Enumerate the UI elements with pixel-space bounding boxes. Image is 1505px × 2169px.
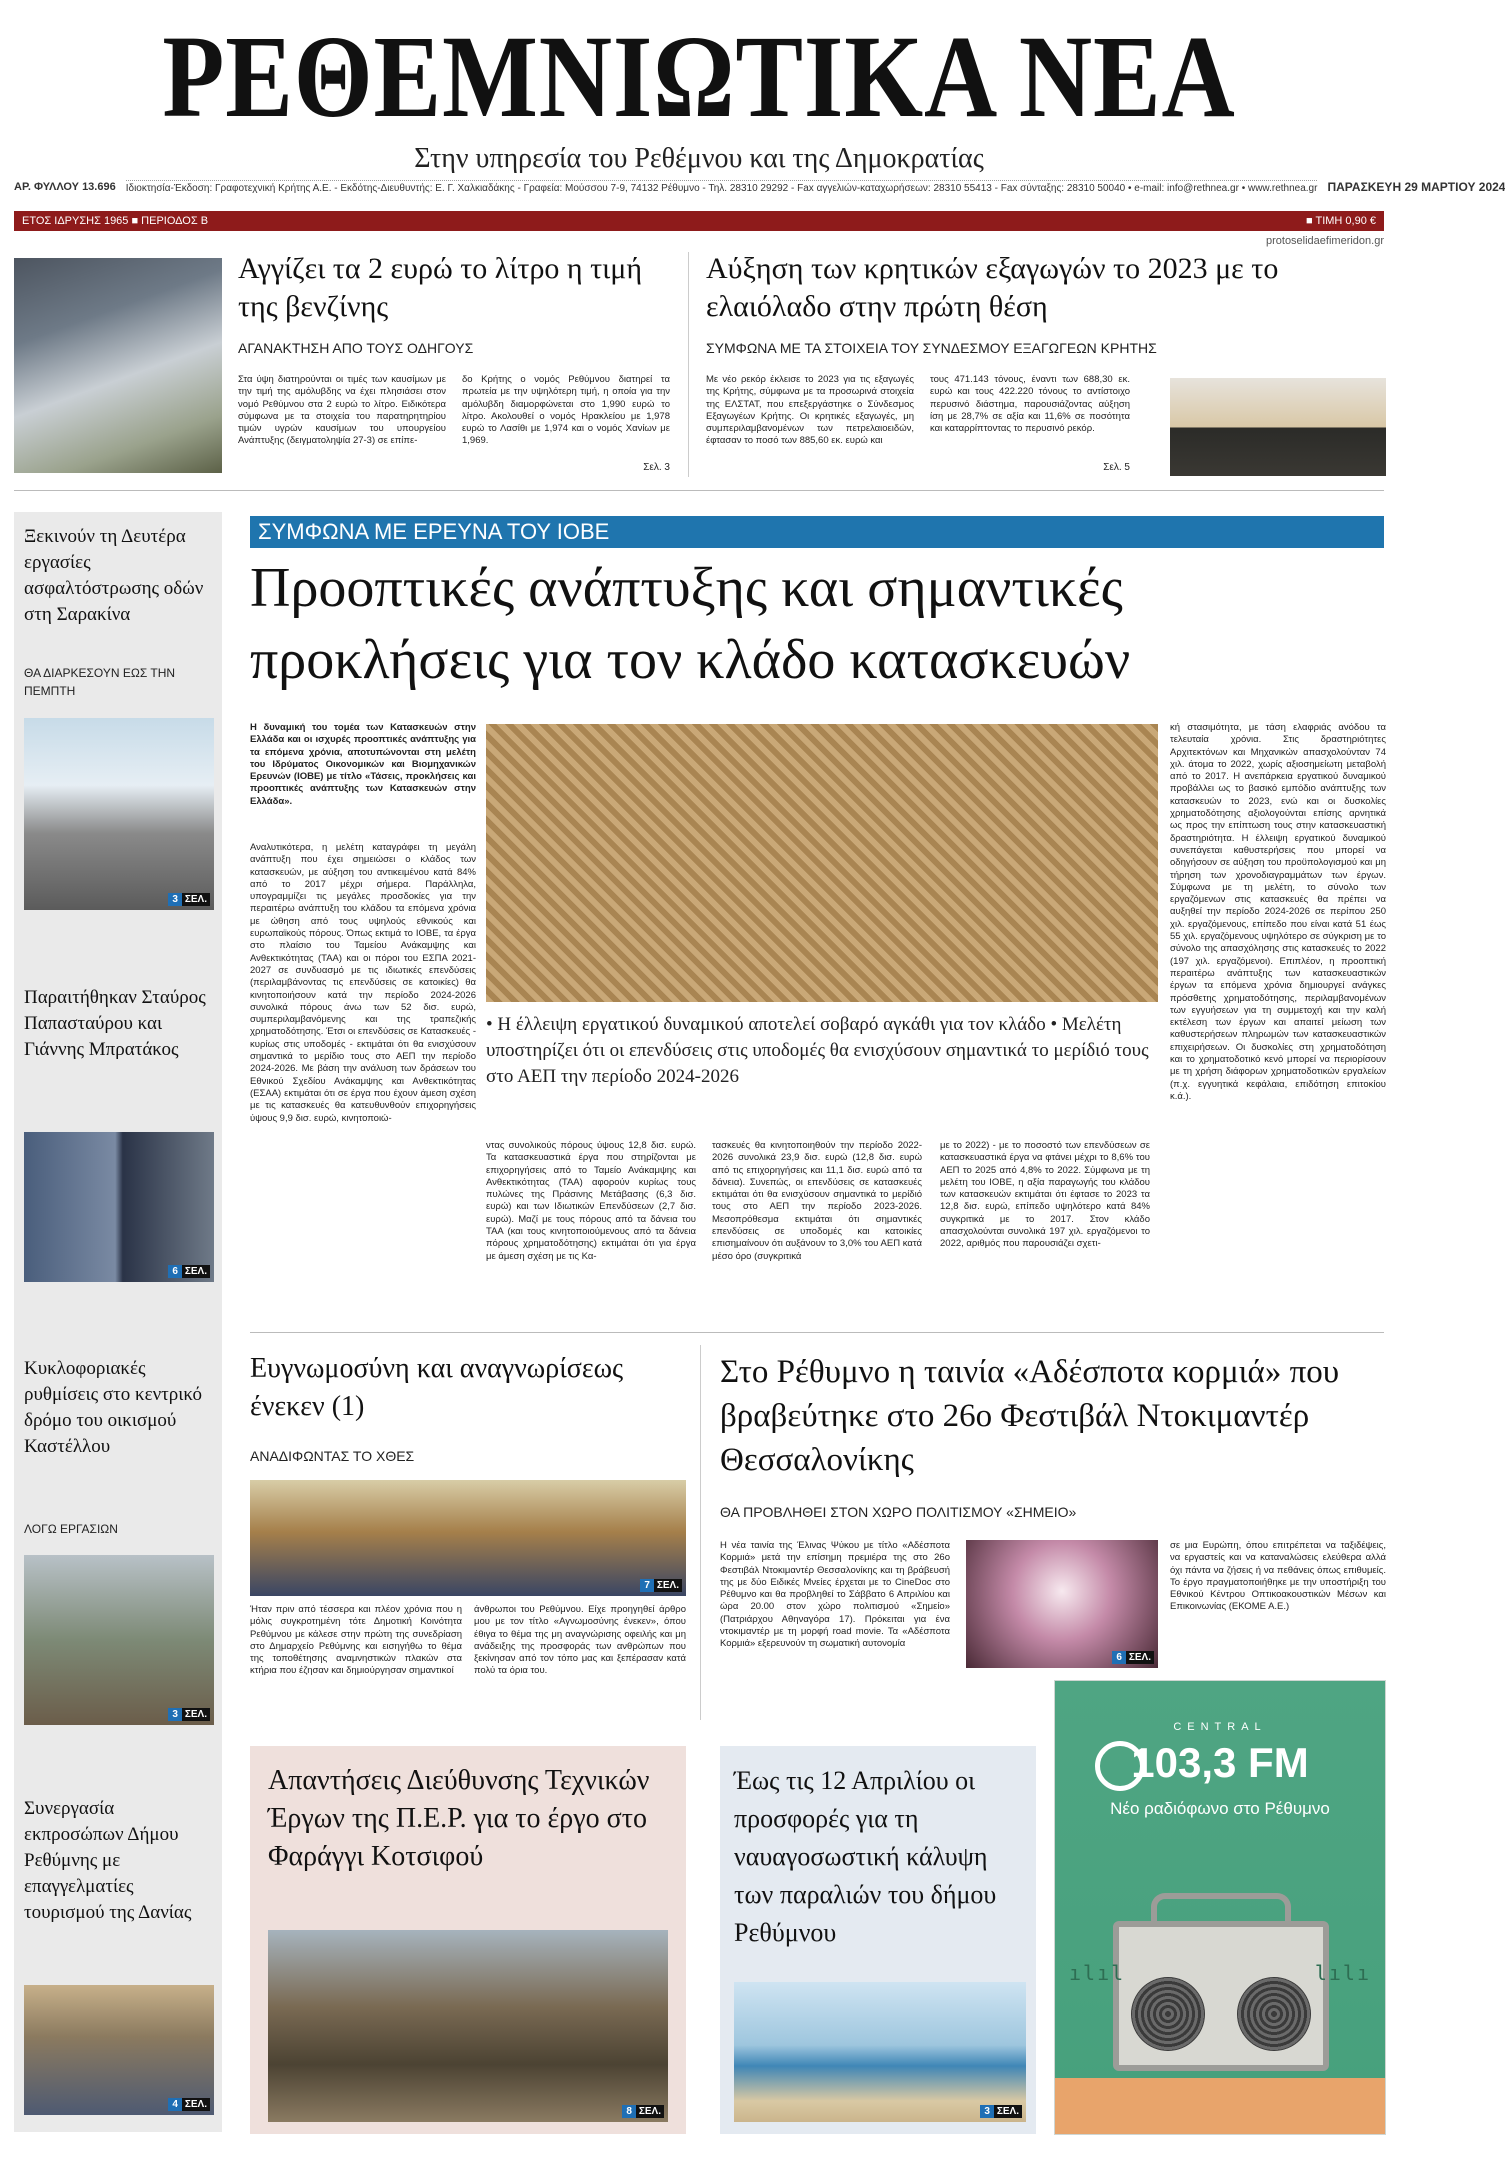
divider — [688, 252, 689, 477]
sound-wave-icon: ılıl — [1069, 1961, 1126, 1985]
photo-council — [250, 1480, 686, 1596]
page-badge[interactable]: 3 ΣΕΛ. — [168, 1708, 210, 1721]
imprint-row — [14, 177, 1505, 197]
body-film-col2: σε μια Ευρώπη, όπου επιτρέπεται να ταξιδέψεις, να εργαστείς και να καταναλώσεις ελεύθερα αλλά όχι πάντα να ζήσεις ή να πεθάνεις όπως επιθυμείς. Το έργο πραγματοποιήθηκε με την υποστήριξη του Εθνικού Κέντρου Οπτικοακουστικών Μέσων και Επικοινωνίας (ΕΚΟΜΕ Α.Ε.) — [1170, 1540, 1386, 1613]
imprint-text: Ιδιοκτησία-Έκδοση: Γραφοτεχνική Κρήτης Α.Ε. - Εκδότης-Διευθυντής: Ε. Γ. Χαλκιαδάκης - Γραφεία: Μούσσου 7-9, 74132 Ρέθυμνο - Τηλ. 28310 29292 - Fax αγγελιών-καταχωρήσεων: 28310 55413 - Fax σύνταξης: 28310 50040 • e-mail: info@rethnea.gr • www.rethnea.gr — [126, 180, 1318, 194]
issue-number: ΑΡ. ΦΥΛΛΟΥ 13.696 — [14, 181, 116, 193]
page-badge[interactable]: 8 ΣΕΛ. — [622, 2105, 664, 2118]
headline-film[interactable]: Στο Ρέθυμνο η ταινία «Αδέσποτα κορμιά» που βραβεύτηκε στο 26ο Φεστιβάλ Ντοκιμαντέρ Θεσσαλονίκης — [720, 1354, 1340, 1478]
sidebar-photo-meeting — [24, 1985, 214, 2115]
founded-label: ΕΤΟΣ ΙΔΡΥΣΗΣ 1965 ■ ΠΕΡΙΟΔΟΣ Β — [22, 215, 209, 227]
masthead-subtitle: Στην υπηρεσία του Ρεθέμνου και της Δημοκρατίας — [414, 143, 984, 174]
story-photo-fuel — [14, 258, 222, 473]
founding-bar — [14, 211, 1384, 231]
photo-beach — [734, 1982, 1026, 2122]
sidebar-headline-saraki[interactable]: Ξεκινούν τη Δευτέρα εργασίες ασφαλτόστρωσης οδών στη Σαρακίνα — [24, 526, 204, 625]
divider — [14, 490, 1384, 491]
page-badge[interactable]: 3 ΣΕΛ. — [980, 2105, 1022, 2118]
lead-body-col4: με το 2022) - με το ποσοστό των επενδύσεων σε κατασκευαστικά έργα να φτάνει μέχρι το 8,6% του ΑΕΠ το 2025 από 4,8% το 2022. Σύμφωνα με τη μελέτη του ΙΟΒΕ, η αξία παραγωγής του κλάδου των κατασκευών εκτιμάται ότι έφτασε το 2023 τα 12,8 δισ. ευρώ, επίπεδο υψηλότερο κατά 84% συγκριτικά με το 2017. Στον κλάδο απασχολούνται συνολικά 197 χιλ. εργαζόμενοι το 2022, αριθμός που παρουσιάζει σχετι- — [940, 1140, 1150, 1250]
sidebar-headline-denmark[interactable]: Συνεργασία εκπροσώπων Δήμου Ρεθύμνης με επαγγελματίες τουρισμού της Δανίας — [24, 1798, 192, 1923]
page-badge[interactable]: 7 ΣΕΛ. — [640, 1579, 682, 1592]
photo-film — [966, 1540, 1158, 1668]
kicker-gratitude: ΑΝΑΔΙΦΩΝΤΑΣ ΤΟ ΧΘΕΣ — [250, 1448, 415, 1464]
radio-brand: CENTRAL — [1173, 1721, 1267, 1733]
lead-banner: ΣΥΜΦΩΝΑ ΜΕ ΕΡΕΥΝΑ ΤΟΥ ΙΟΒΕ — [250, 516, 1384, 548]
body-exports-col1: Με νέο ρεκόρ έκλεισε το 2023 για τις εξαγωγές της Κρήτης, σύμφωνα με τα προσωρινά στοιχεία της ΕΛΣΤΑΤ, που επεξεργάστηκε ο Σύνδεσμος Εξαγωγέων Κρήτης. Οι κρητικές εξαγωγές, μη συμπεριλαμβανομένων των πετρελαιοειδών, έφτασαν το ποσό των 885,60 εκ. ευρώ και — [706, 374, 914, 447]
body-exports-col2: τους 471.143 τόνους, έναντι των 688,30 εκ. ευρώ και τους 422.220 τόνους το αντίστοιχο περυσινό διάστημα, παρουσιάζοντας αύξηση ίση με 28,7% σε αξία και 11,6% σε ποσότητα και καταρρίπτοντας το περυσινό ρεκόρ. — [930, 374, 1130, 435]
divider — [700, 1345, 701, 1720]
sidebar-kicker-kastellos: ΛΟΓΩ ΕΡΓΑΣΙΩΝ — [24, 1522, 118, 1536]
body-film-col1: Η νέα ταινία της Έλινας Ψύκου με τίτλο «Αδέσποτα Κορμιά» μετά την επίσημη πρεμιέρα της στο 26ο Φεστιβάλ Ντοκιμαντέρ Θεσσαλονίκης και τη βράβευσή της με δύο Ειδικές Μνείες έρχεται με το CineDoc στο Ρέθυμνο και θα προβληθεί το Σάββατο 6 Απριλίου και ώρα 20.00 στον χώρο πολιτισμού «Σημείο» (Πατριάρχου Αθηναγόρα 17). Πρόκειται για ένα ντοκιμαντέρ με τη μορφή road movie. Τα «Αδέσποτα Κορμιά» εξερευνούν τη σωματική αυτονομία — [720, 1540, 950, 1650]
page-badge[interactable]: 4 ΣΕΛ. — [168, 2098, 210, 2111]
speaker-icon — [1131, 1977, 1205, 2051]
issue-date: ΠΑΡΑΣΚΕΥΗ 29 ΜΑΡΤΙΟΥ 2024 — [1327, 180, 1505, 194]
kicker-exports: ΣΥΜΦΩΝΑ ΜΕ ΤΑ ΣΤΟΙΧΕΙΑ ΤΟΥ ΣΥΝΔΕΣΜΟΥ ΕΞΑΓΩΓΕΩΝ ΚΡΗΤΗΣ — [706, 340, 1157, 356]
radio-slogan: Νέο ραδιόφωνο στο Ρέθυμνο — [1110, 1799, 1330, 1818]
page-badge[interactable]: 6 ΣΕΛ. — [168, 1265, 210, 1278]
story-photo-olive-oil — [1170, 378, 1386, 476]
sidebar-photo-politicians — [24, 1132, 214, 1282]
headline-fuel[interactable]: Αγγίζει τα 2 ευρώ το λίτρο η τιμή της βενζίνης — [238, 252, 643, 323]
headline-gorge[interactable]: Απαντήσεις Διεύθυνσης Τεχνικών Έργων της Π.Ε.Ρ. για το έργο στο Φαράγγι Κοτσιφού — [268, 1765, 650, 1872]
page-ref-fuel[interactable]: Σελ. 3 — [643, 462, 670, 473]
radio-advertisement[interactable] — [1054, 1680, 1386, 2135]
speaker-icon — [1237, 1977, 1311, 2051]
source-url[interactable]: protoselidaefimeridon.gr — [1265, 235, 1384, 247]
body-gratitude-col1: Ήταν πριν από τέσσερα και πλέον χρόνια που η μόλις συγκροτημένη τότε Δημοτική Κοινότητα Ρεθύμνου με κάλεσε στην πρώτη της συνεδρίαση στο Δημαρχείο Ρεθύμνης και εισηγήθω το θέμα της τοποθέτησης αναμνηστικών πλακών στα κτήρια που έζησαν και δημιούργησαν σημαντικοί — [250, 1604, 462, 1677]
lead-body-col3: τασκευές θα κινητοποιηθούν την περίοδο 2022-2026 συνολικά 23,9 δισ. ευρώ (12,8 δισ. ευρώ από τις επιχορηγήσεις και 11,1 δισ. ευρώ από τα δάνεια). Συνεπώς, οι επενδύσεις σε κατασκευές εκτιμάται ότι θα ενισχύσουν σημαντικά το μερίδιό τους στο ΑΕΠ την περίοδο 2023-2026. Μεσοπρόθεσμα εκτιμάται ότι σημαντικές επενδύσεις σε υποδομές και κατοικίες επισημαίνουν ότι αυξάνουν το 3,0% του ΑΕΠ κατά μέσο όρο (συγκριτικά — [712, 1140, 922, 1262]
sidebar-headline-kastellos[interactable]: Κυκλοφοριακές ρυθμίσεις στο κεντρικό δρόμο του οικισμού Καστέλλου — [24, 1358, 203, 1457]
headline-beach[interactable]: Έως τις 12 Απριλίου οι προσφορές για τη ναυαγοσωστική κάλυψη των παραλιών του δήμου Ρεθύμνου — [734, 1766, 997, 1947]
lead-headline[interactable]: Προοπτικές ανάπτυξης και σημαντικές προκλήσεις για τον κλάδο κατασκευών — [250, 557, 1131, 691]
lead-body-col5: κή στασιμότητα, με τάση ελαφριάς ανόδου τα τελευταία χρόνια. Στις δραστηριότητες Αρχιτεκτόνων και Μηχανικών απασχολούνταν 74 χιλ. άτομα το 2022, χωρίς αξιοσημείωτη μεταβολή από το 2017. Η ανεπάρκεια εργατικού δυναμικού προβάλλει ως το βασικό εμπόδιο ανάπτυξης των κατασκευών το 2023, ενώ και οι δυσκολίες χρηματοδότησης αξιολογούνται επίσης αρνητικά ως προς την επίπτωση τους στην κατασκευαστική δραστηριότητα. Η έλλειψη εργατικού δυναμικού συνεπάγεται καθυστερήσεις που μπορεί να οδηγήσουν σε αύξηση του προϋπολογισμού και μη τήρηση των χρονοδιαγραμμάτων των έργων. Σύμφωνα με τη μελέτη, το σύνολο των εργαζόμενων στις κατασκευές θα πρέπει να αυξηθεί την περίοδο 2024-2026 σε περίπου 250 χιλ. εργαζόμενους, επίπεδο που είναι κατά 51 έως 55 χιλ. εργαζόμενους υψηλότερο σε σύγκριση με το σύνολο της απασχόλησης στις κατασκευές το 2022 (197 χιλ. εργαζόμενοι). Επιπλέον, η προοπτική περαιτέρω ανάπτυξης των κατασκευαστικών έργων τα επόμενα χρόνια δημιουργεί ανάγκες πρόσθετης χρηματοδότησης, περιλαμβανομένων των εγγυήσεων για τη συμμετοχή και την καλή εκτέλεση των έργων και απαιτεί μείωση των καθυστερήσεων πληρωμών των κατασκευαστικών επιχειρήσεων. Οι δυσκολίες στη χρηματοδότηση και το χρηματοδοτικό κενό μπορεί να περιορίσουν με τη χρήση διάφορων χρηματοδοτικών εργαλείων (π.χ. εγγυητικά κεφάλαια, επιδότηση επιτοκίου κ.ά.). — [1170, 722, 1386, 1102]
body-fuel-col2: δο Κρήτης ο νομός Ρεθύμνου διατηρεί τα πρωτεία με την υψηλότερη τιμή, η οποία για την αμόλυβδη διαμορφώνεται στο 1,990 ευρώ το λίτρο. Ακολουθεί ο νομός Ηρακλείου με 1,978 ευρώ το Λασίθι με 1,974 και ο νομός Χανίων με 1,969. — [462, 374, 670, 447]
lead-photo-construction — [486, 724, 1158, 1002]
sound-wave-icon: lılı — [1314, 1961, 1371, 1985]
photo-gorge — [268, 1930, 668, 2122]
lead-body-col1: Αναλυτικότερα, η μελέτη καταγράφει τη μεγάλη ανάπτυξη που έχει σημειώσει ο κλάδος των κατασκευών, με αύξηση του αντικειμένου κατά 84% από το 2017 μέχρι σήμερα. Παράλληλα, υπογραμμίζει τις μεγάλες προσδοκίες για την περαιτέρω ανάπτυξη του κλάδου τα επόμενα χρόνια με ώθηση από τους υψηλούς εθνικούς και ευρωπαϊκούς πόρους. Όπως εκτιμά το ΙΟΒΕ, τα έργα στο πλαίσιο του Ταμείου Ανάκαμψης και Ανθεκτικότητας (ΤΑΑ) και οι πόροι του ΕΣΠΑ 2021-2027 σε συνδυασμό με τις ιδιωτικές επενδύσεις (περιλαμβάνοντας τις επενδύσεις σε κατοικίες) θα κινητοποιήσουν κατά την περίοδο 2024-2026 συνολικά πόρους άνω των 52 δισ. ευρώ, συμπεριλαμβανόμενης και της τραπεζικής χρηματοδότησης. Έτσι οι επενδύσεις σε Κατασκευές - κυρίως στις υποδομές - εκτιμάται ότι θα ενισχύσουν σημαντικά το μερίδιο τους στο ΑΕΠ την περίοδο 2024-2026. Με βάση την ανάλυση των δράσεων του Εθνικού Σχεδίου Ανάκαμψης και Ανθεκτικότητας (ΕΣΑΑ) εκτιμάται ότι σε έργα που έχουν άμεση σχέση με τις κατασκευές θα κατευθυνθούν επιχορηγήσεις ύψους 9,9 δισ. ευρώ, κινητοποιώ- — [250, 842, 476, 1124]
ad-floor — [1055, 2078, 1385, 2134]
headline-exports[interactable]: Αύξηση των κρητικών εξαγωγών το 2023 με το ελαιόλαδο στην πρώτη θέση — [706, 252, 1279, 323]
sidebar-photo-village — [24, 1555, 214, 1725]
sidebar-photo-road — [24, 718, 214, 910]
page-ref-exports[interactable]: Σελ. 5 — [1103, 462, 1130, 473]
body-gratitude-col2: άνθρωποι του Ρεθύμνου. Είχε προηγηθεί άρθρο μου με τον τίτλο «Αγνωμοσύνης ένεκεν», όπου έθιγα το θέμα της μη αναγνώρισης οφειλής και μη ανάδειξης της προσφοράς των ανθρώπων που ξεκίνησαν από τον τόπο μας και ξεπέρασαν κατά πολύ τα όρια του. — [474, 1604, 686, 1677]
body-fuel-col1: Στα ύψη διατηρούνται οι τιμές των καυσίμων με την τιμή της αμόλυβδης να έχει πλησιάσει στον νομό Ρεθύμνου στα 2 ευρώ το λίτρο. Ειδικότερα σύμφωνα με τα στοιχεία του παρατηρητηρίου τιμών υγρών καυσίμων του υπουργείου Ανάπτυξης (δειγματοληψία 27-3) σε επίπε- — [238, 374, 446, 447]
page-badge[interactable]: 6 ΣΕΛ. — [1112, 1651, 1154, 1664]
lead-body-col2: ντας συνολικούς πόρους ύψους 12,8 δισ. ευρώ. Τα κατασκευαστικά έργα που στηρίζονται με επιχορηγήσεις από το Ταμείο Ανάκαμψης και Ανθεκτικότητας (ΤΑΑ) αφορούν κυρίως τους πυλώνες της Πράσινης Μετάβασης (6,3 δισ. ευρώ) και των Ιδιωτικών Επενδύσεων (2,7 δισ. ευρώ). Μαζί με τους πόρους από τα δάνεια του ΤΑΑ (και τους κινητοποιούμενους από τα δάνεια πόρους χρηματοδότησης) εκτιμάται ότι για έργα με άμεση σχέση με τις Κα- — [486, 1140, 696, 1262]
lead-caption: • Η έλλειψη εργατικού δυναμικού αποτελεί σοβαρό αγκάθι για τον κλάδο • Μελέτη υποστηρίζει ότι οι επενδύσεις στις υποδομές θα ενισχύσουν σημαντικά το μερίδιό τους στο ΑΕΠ την περίοδο 2024-2026 — [486, 1014, 1149, 1087]
divider — [250, 1332, 1384, 1333]
cassette-player-icon — [1113, 1921, 1329, 2071]
radio-frequency: 103,3 FM — [1131, 1739, 1309, 1786]
masthead-title: ΡΕΘΕΜΝΙΩΤΙΚΑ ΝΕΑ — [162, 11, 1236, 142]
sidebar-headline-resignations[interactable]: Παραιτήθηκαν Σταύρος Παπασταύρου και Γιάννης Μπρατάκος — [24, 987, 206, 1060]
headline-gratitude[interactable]: Ευγνωμοσύνη και αναγνωρίσεως ένεκεν (1) — [250, 1353, 624, 1422]
price-label: ■ ΤΙΜΗ 0,90 € — [1305, 215, 1376, 227]
lead-intro: Η δυναμική του τομέα των Κατασκευών στην Ελλάδα και οι ισχυρές προοπτικές ανάπτυξης για τα επόμενα χρόνια, αποτυπώνονται στη μελέτη του Ιδρύματος Οικονομικών και Βιομηχανικών Ερευνών (ΙΟΒΕ) με τίτλο «Τάσεις, προκλήσεις και προοπτικές ανάπτυξης των Κατασκευών στην Ελλάδα». — [250, 722, 476, 807]
kicker-fuel: ΑΓΑΝΑΚΤΗΣΗ ΑΠΟ ΤΟΥΣ ΟΔΗΓΟΥΣ — [238, 340, 474, 356]
kicker-film: ΘΑ ΠΡΟΒΛΗΘΕΙ ΣΤΟΝ ΧΩΡΟ ΠΟΛΙΤΙΣΜΟΥ «ΣΗΜΕΙΟ» — [720, 1504, 1077, 1520]
page-badge[interactable]: 3 ΣΕΛ. — [168, 893, 210, 906]
sidebar-kicker-saraki: ΘΑ ΔΙΑΡΚΕΣΟΥΝ ΕΩΣ ΤΗΝ ΠΕΜΠΤΗ — [24, 666, 176, 698]
